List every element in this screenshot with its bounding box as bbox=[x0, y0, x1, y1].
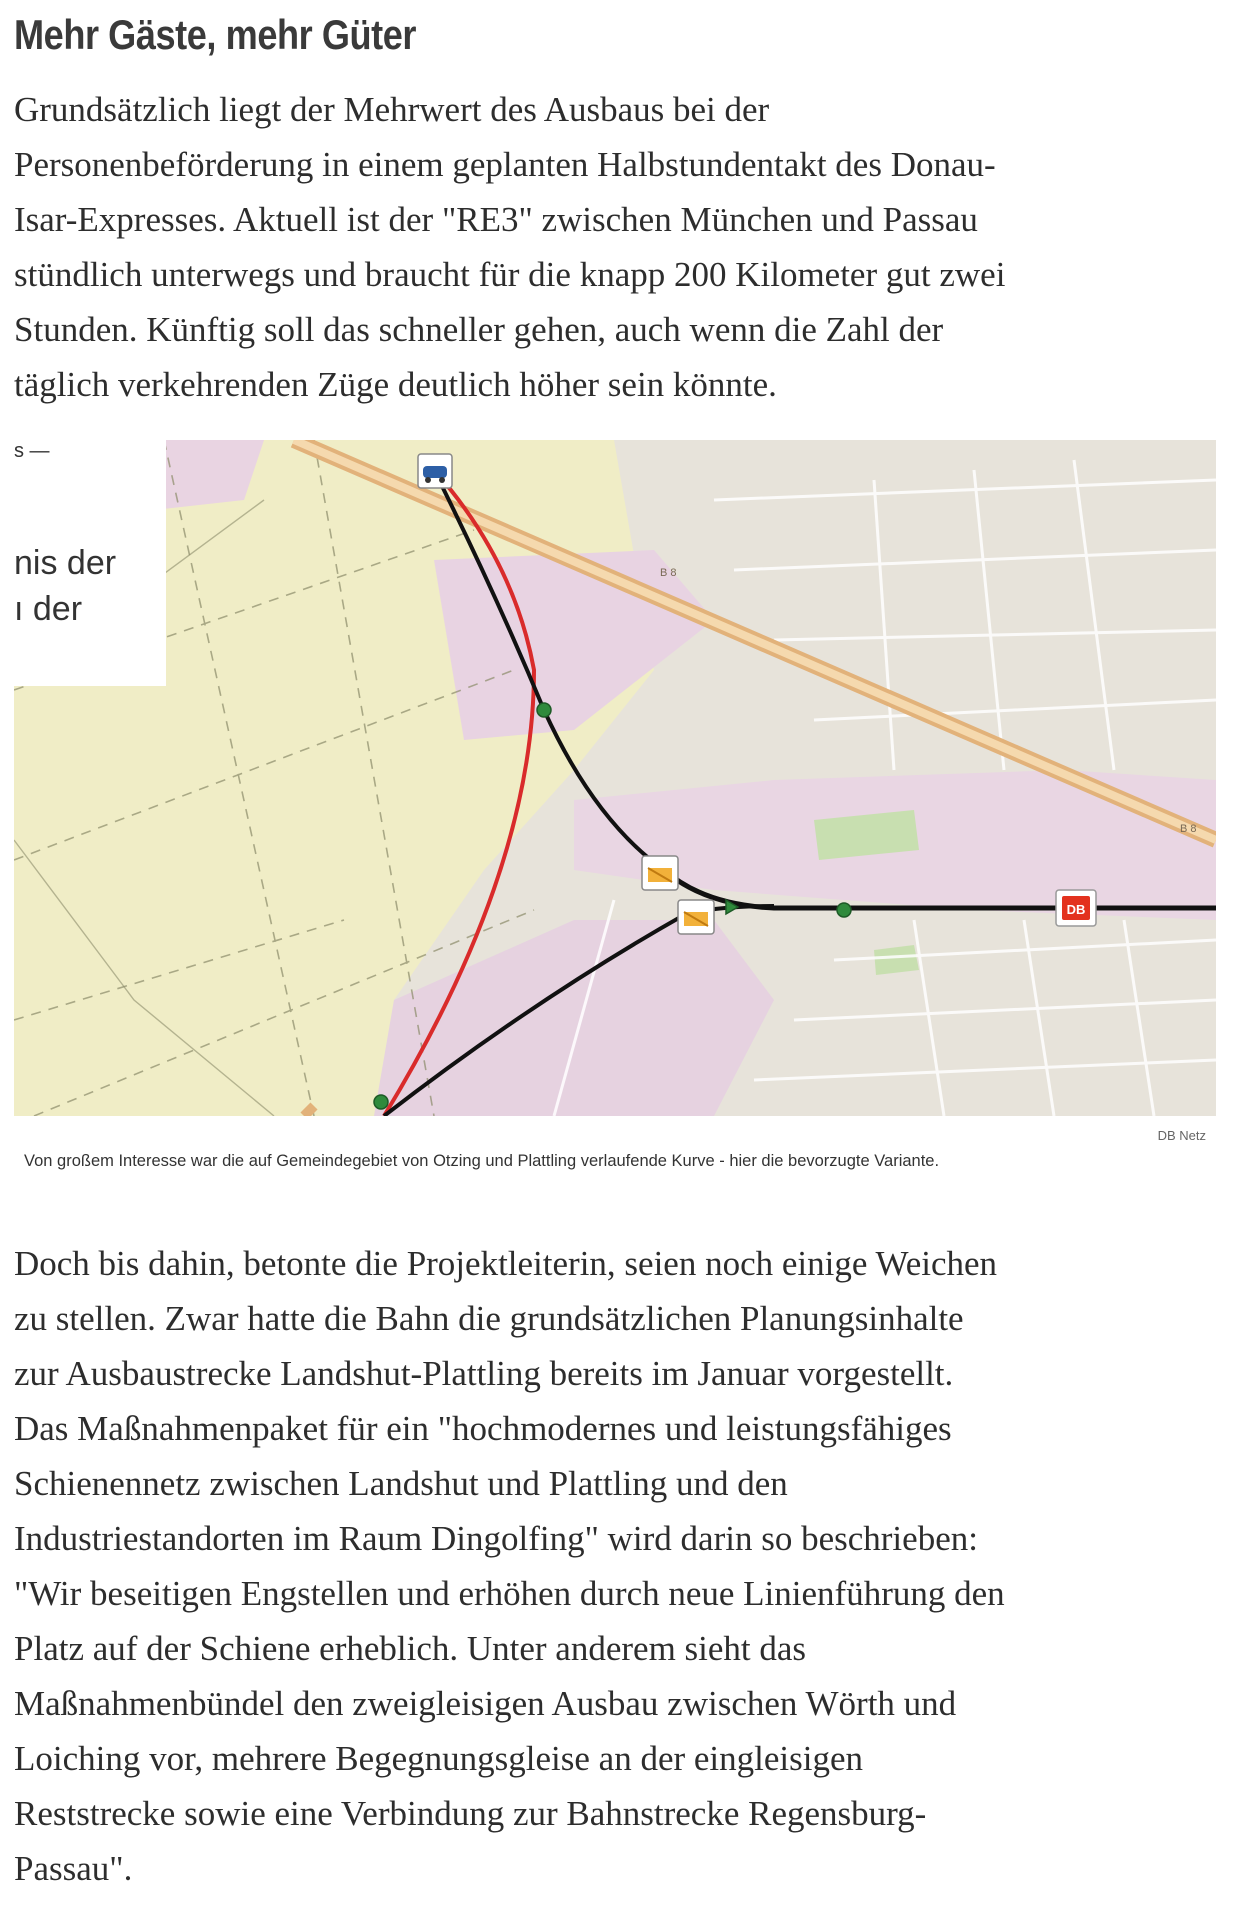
svg-text:DB: DB bbox=[1066, 902, 1086, 917]
paragraph-line: Grundsätzlich liegt der Mehrwert des Ausbaus bei der bbox=[14, 90, 770, 129]
paragraph-line: Industriestandorten im Raum Dingolfing" wird darin so beschrieben: bbox=[14, 1519, 978, 1558]
paragraph-line: Personenbeförderung in einem geplanten Halbstundentakt des Donau- bbox=[14, 145, 996, 184]
paragraph-line: Reststrecke sowie eine Verbindung zur Bahnstrecke Regensburg- bbox=[14, 1794, 927, 1833]
image-credit: DB Netz bbox=[1157, 1128, 1206, 1143]
paragraph-line: zur Ausbaustrecke Landshut-Plattling bereits im Januar vorgestellt. bbox=[14, 1354, 954, 1393]
route-node bbox=[837, 903, 851, 917]
barrier-icon bbox=[678, 900, 714, 934]
paragraph-line: Das Maßnahmenpaket für ein "hochmodernes und leistungsfähiges bbox=[14, 1409, 952, 1448]
map-legend-inset bbox=[14, 440, 166, 686]
paragraph-line: Loiching vor, mehrere Begegnungsgleise an der eingleisigen bbox=[14, 1739, 864, 1778]
image-caption: Von großem Interesse war die auf Gemeindegebiet von Otzing und Plattling verlaufende Kurve - hier die bevorzugte Variante. bbox=[24, 1152, 940, 1170]
legend-fragment: nis der ı der bbox=[14, 544, 117, 628]
route-map bbox=[14, 440, 1216, 1116]
route-node bbox=[537, 703, 551, 717]
section-heading: Mehr Gäste, mehr Güter bbox=[14, 11, 417, 58]
paragraph-line: Doch bis dahin, betonte die Projektleiterin, seien noch einige Weichen bbox=[14, 1244, 998, 1283]
paragraph-line: Stunden. Künftig soll das schneller gehen, auch wenn die Zahl der bbox=[14, 310, 944, 349]
barrier-icon bbox=[642, 856, 678, 890]
road-label: B 8 bbox=[660, 567, 677, 579]
paragraph-line: Isar-Expresses. Aktuell ist der "RE3" zwischen München und Passau bbox=[14, 200, 978, 239]
paragraph-line: Schienennetz zwischen Landshut und Plattling und den bbox=[14, 1464, 788, 1503]
paragraph-line: Passau". bbox=[14, 1849, 133, 1888]
car-crossing-icon bbox=[418, 454, 452, 488]
legend-fragment: s — bbox=[14, 440, 50, 462]
paragraph-line: Platz auf der Schiene erheblich. Unter anderem sieht das bbox=[14, 1629, 807, 1668]
paragraph-line: Maßnahmenbündel den zweigleisigen Ausbau zwischen Wörth und bbox=[14, 1684, 957, 1723]
paragraph-line: stündlich unterwegs und braucht für die knapp 200 Kilometer gut zwei bbox=[14, 255, 1006, 294]
route-map-figure bbox=[14, 440, 1216, 1116]
paragraph-body bbox=[14, 1236, 1214, 1896]
paragraph-intro bbox=[14, 82, 1214, 412]
db-logo-icon bbox=[1056, 890, 1096, 926]
paragraph-line: täglich verkehrenden Züge deutlich höher sein könnte. bbox=[14, 365, 777, 404]
route-node bbox=[374, 1095, 388, 1109]
road-label: B 8 bbox=[1180, 823, 1197, 835]
paragraph-line: "Wir beseitigen Engstellen und erhöhen durch neue Linienführung den bbox=[14, 1574, 1005, 1613]
paragraph-line: zu stellen. Zwar hatte die Bahn die grundsätzlichen Planungsinhalte bbox=[14, 1299, 964, 1338]
